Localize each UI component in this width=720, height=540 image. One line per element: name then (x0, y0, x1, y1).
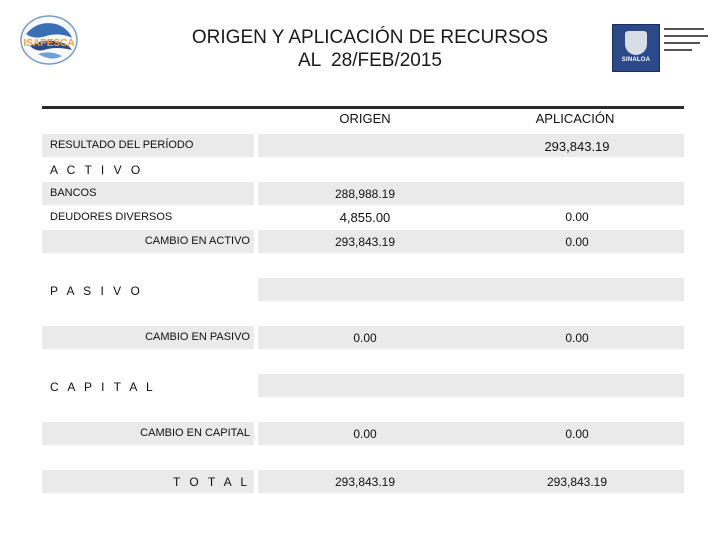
row-cambio-pasivo-origen: 0.00 (353, 331, 377, 345)
sinaloa-shield-icon: SINALOA (612, 24, 660, 72)
report-title (150, 26, 590, 72)
row-bancos-origen: 288,988.19 (334, 187, 396, 201)
svg-text:ISAPESCA: ISAPESCA (23, 38, 75, 49)
title-line-1: ORIGEN Y APLICACIÓN DE RECURSOS (191, 27, 549, 48)
col-header-origen: ORIGEN (339, 111, 391, 126)
row-cambio-activo-label: CAMBIO EN ACTIVO (144, 235, 250, 247)
row-cambio-pasivo-label: CAMBIO EN PASIVO (145, 331, 250, 343)
row-deudores-aplicacion: 0.00 (565, 210, 589, 224)
row-total-label: T O T A L (172, 475, 250, 489)
sinaloa-logo (612, 24, 708, 72)
section-capital: C A P I T A L (50, 380, 156, 394)
row-bancos-label: BANCOS (50, 187, 97, 199)
row-cambio-capital-label: CAMBIO EN CAPITAL (140, 427, 250, 439)
row-total-aplicacion: 293,843.19 (546, 475, 608, 489)
row-cambio-activo-aplicacion: 0.00 (565, 235, 589, 249)
row-cambio-capital-origen: 0.00 (353, 427, 377, 441)
table-top-rule (42, 106, 684, 109)
section-activo: A C T I V O (50, 163, 144, 177)
row-deudores-label: DEUDORES DIVERSOS (50, 211, 173, 223)
row-resultado-aplicacion: 293,843.19 (544, 139, 610, 154)
section-pasivo: P A S I V O (50, 284, 143, 298)
row-cambio-activo-origen: 293,843.19 (334, 235, 396, 249)
row-pasivo-values-cell (258, 278, 684, 301)
col-header-aplicacion: APLICACIÓN (535, 111, 615, 126)
row-cambio-capital-aplicacion: 0.00 (565, 427, 589, 441)
secretaria-text-block (664, 28, 708, 56)
row-cambio-pasivo-aplicacion: 0.00 (565, 331, 589, 345)
row-total-origen: 293,843.19 (334, 475, 396, 489)
row-deudores-origen: 4,855.00 (339, 210, 391, 225)
row-resultado-label: RESULTADO DEL PERÍODO (50, 139, 194, 151)
isapesca-logo (16, 12, 82, 72)
row-capital-values-cell (258, 374, 684, 397)
title-line-2: AL 28/FEB/2015 (297, 50, 442, 71)
